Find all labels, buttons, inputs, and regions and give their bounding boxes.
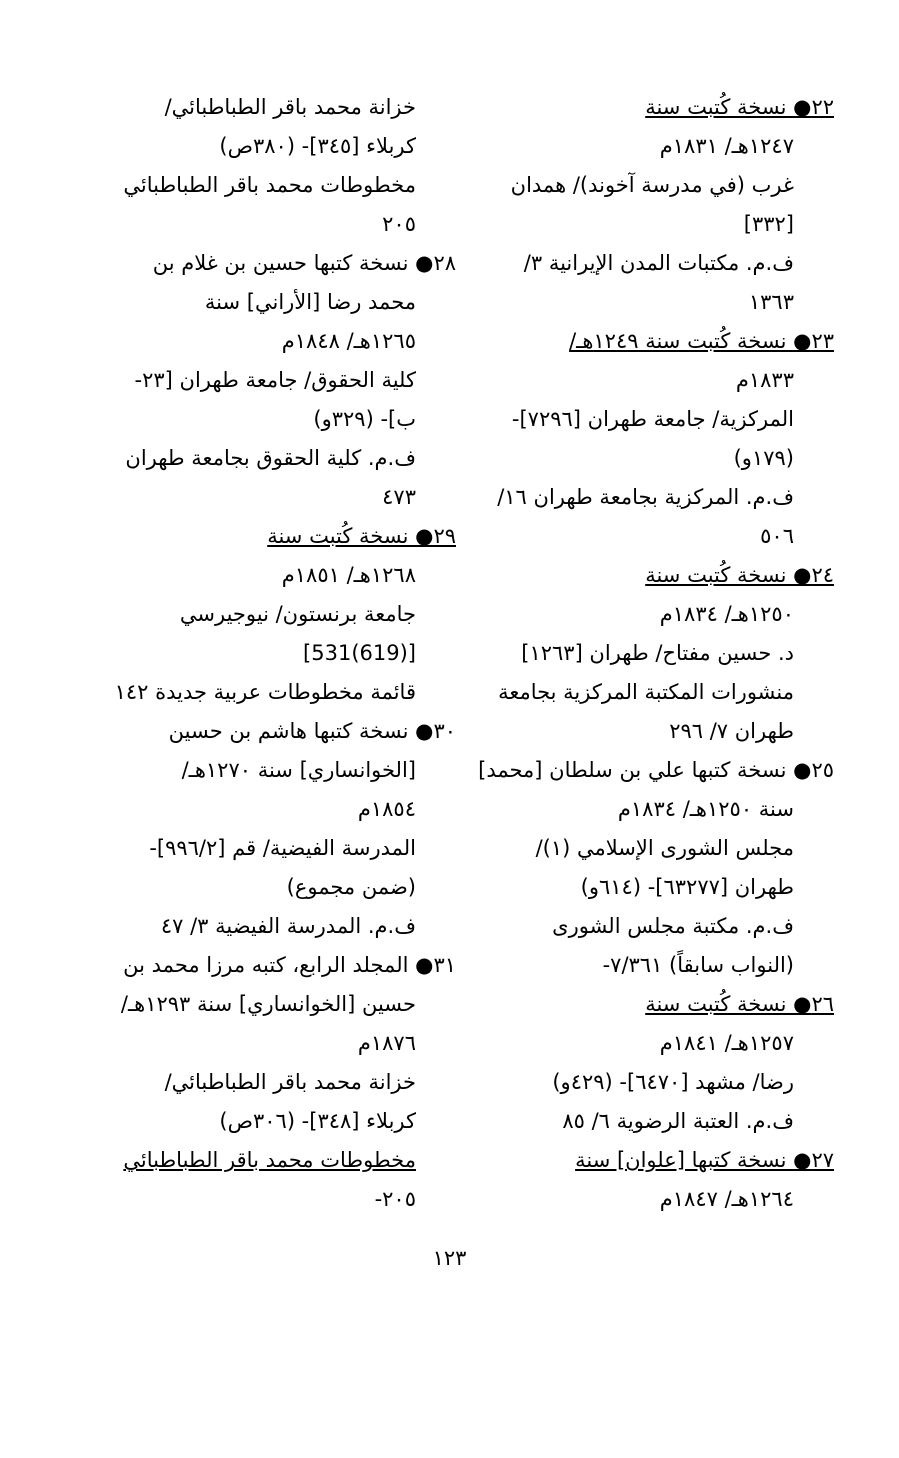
entry-detail-line: (١٧٩و) (733, 446, 794, 470)
right-column (478, 88, 834, 1219)
entry-detail-line: قائمة مخطوطات عربية جديدة ١٤٢ (114, 680, 416, 704)
entry-detail-line: ٢٠٥ (382, 212, 416, 236)
entry-detail-line: (ضمن مجموع) (286, 875, 416, 899)
entry-detail-line: ١٨٧٦م (357, 1031, 416, 1055)
entry-detail-line: [(619)531] (303, 641, 416, 665)
entry-detail-line: طهران [٦٣٢٧٧]- (٦١٤و) (580, 875, 794, 899)
entry-detail-line: ٥٠٦ (760, 524, 794, 548)
entry-heading-line: ٣١● المجلد الرابع، كتبه مرزا محمد بن (123, 953, 456, 977)
entry-heading-line: ٢٩● نسخة كُتبت سنة (267, 524, 456, 548)
entry-heading-line: ٢٣● نسخة كُتبت سنة ١٢٤٩هـ/ (569, 329, 834, 353)
entry-detail-line: طهران ٧/ ٢٩٦ (669, 719, 794, 743)
entry-detail-line: ١٢٥٧هـ/ ١٨٤١م (659, 1031, 794, 1055)
entry-detail-line: ١٢٦٥هـ/ ١٨٤٨م (281, 329, 416, 353)
entry-detail-line: المدرسة الفيضية/ قم [٩٩٦/٢]- (149, 836, 416, 860)
entry-detail-line: المركزية/ جامعة طهران [٧٢٩٦]- (511, 407, 794, 431)
entry-detail-line: كربلاء [٣٤٥]- (٣٨٠ص) (219, 134, 416, 158)
entry-detail-line: ١٢٥٠هـ/ ١٨٣٤م (659, 602, 794, 626)
entry-heading-line: ٣٠● نسخة كتبها هاشم بن حسين (168, 719, 456, 743)
entry-detail-line: ١٢٦٤هـ/ ١٨٤٧م (659, 1187, 794, 1211)
entry-detail-line: (النواب سابقاً) ٧/٣٦١- (602, 953, 794, 977)
entry-detail-line: ٢٠٥- (374, 1187, 416, 1211)
entry-detail-line: ف.م. المدرسة الفيضية ٣/ ٤٧ (160, 914, 416, 938)
page-number: ١٢٣ (432, 1246, 467, 1270)
entry-detail-line: ١٢٦٨هـ/ ١٨٥١م (281, 563, 416, 587)
entry-detail-line: كلية الحقوق/ جامعة طهران [٢٣- (134, 368, 416, 392)
entry-detail-line: ف.م. مكتبات المدن الإيرانية ٣/ (523, 251, 794, 275)
entry-detail-line: ب]- (٣٢٩و) (313, 407, 416, 431)
entry-detail-line: جامعة برنستون/ نيوجيرسي (179, 602, 416, 626)
entry-detail-line: ١٨٣٣م (735, 368, 794, 392)
entry-detail-line: حسين [الخوانساري] سنة ١٢٩٣هـ/ (120, 992, 416, 1016)
entry-heading-line: ٢٧● نسخة كتبها [علوان] سنة (575, 1148, 834, 1172)
entry-detail-line: ٤٧٣ (382, 485, 416, 509)
entry-heading-line: ٢٥● نسخة كتبها علي بن سلطان [محمد] (478, 758, 834, 782)
entry-detail-line: ف.م. العتبة الرضوية ٦/ ٨٥ (562, 1109, 794, 1133)
entry-detail-line: كربلاء [٣٤٨]- (٣٠٦ص) (219, 1109, 416, 1133)
entry-detail-line: ١٨٥٤م (357, 797, 416, 821)
entry-detail-line: ف.م. كلية الحقوق بجامعة طهران (125, 446, 416, 470)
entry-detail-line: خزانة محمد باقر الطباطبائي/ (164, 1070, 416, 1094)
entry-detail-line: ١٢٤٧هـ/ ١٨٣١م (659, 134, 794, 158)
left-column (114, 88, 456, 1219)
entry-detail-line: د. حسين مفتاح/ طهران [١٢٦٣] (521, 641, 794, 665)
entry-detail-line: سنة ١٢٥٠هـ/ ١٨٣٤م (617, 797, 794, 821)
entry-detail-line: ف.م. المركزية بجامعة طهران ١٦/ (497, 485, 794, 509)
entry-detail-line: مجلس الشورى الإسلامي (١)/ (535, 836, 794, 860)
entry-heading-line: ٢٦● نسخة كُتبت سنة (645, 992, 834, 1016)
entry-detail-line: خزانة محمد باقر الطباطبائي/ (164, 95, 416, 119)
entry-detail-line: ف.م. مكتبة مجلس الشورى (552, 914, 794, 938)
entry-detail-line: مخطوطات محمد باقر الطباطبائي (123, 173, 416, 197)
entry-detail-line: رضا/ مشهد [٦٤٧٠]- (٤٢٩و) (552, 1070, 794, 1094)
entry-detail-line: منشورات المكتبة المركزية بجامعة (498, 680, 794, 704)
entry-detail-line: ١٣٦٣ (748, 290, 794, 314)
entry-heading-line: ٢٢● نسخة كُتبت سنة (645, 95, 834, 119)
entry-detail-line: مخطوطات محمد باقر الطباطبائي (123, 1148, 416, 1172)
entry-heading-line: ٢٨● نسخة كتبها حسين بن غلام بن (152, 251, 456, 275)
entry-detail-line: غرب (في مدرسة آخوند)/ همدان (510, 173, 794, 197)
entry-detail-line: محمد رضا [الأراني] سنة (204, 290, 416, 314)
entry-heading-line: ٢٤● نسخة كُتبت سنة (645, 563, 834, 587)
entry-detail-line: [الخوانساري] سنة ١٢٧٠هـ/ (181, 758, 416, 782)
entry-detail-line: [٣٣٢] (743, 212, 794, 236)
